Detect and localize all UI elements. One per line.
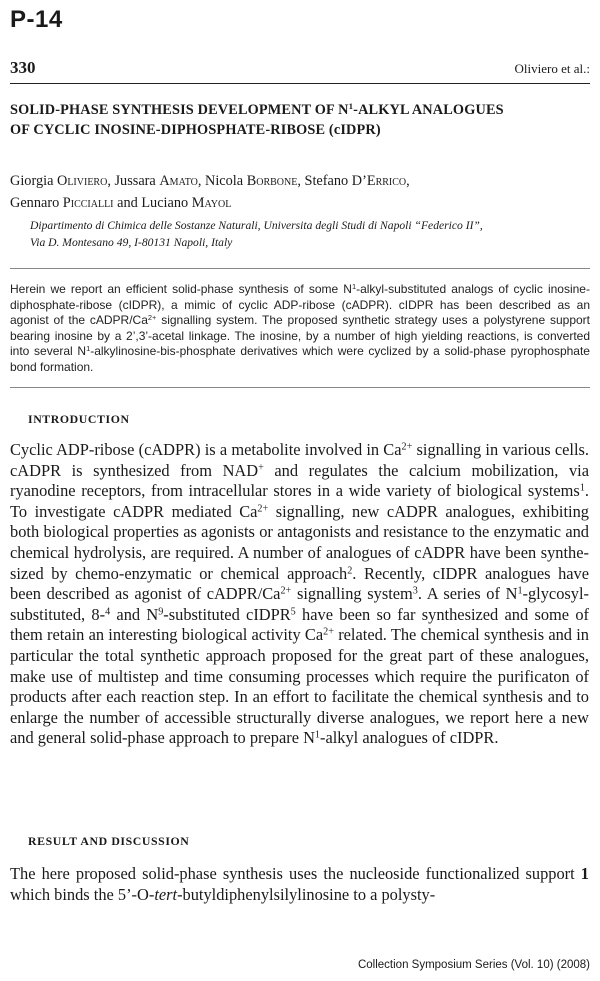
page-number: 330 bbox=[10, 58, 36, 77]
author: Nicola Borbone, bbox=[205, 173, 305, 189]
affiliation: Dipartimento di Chimica delle Sostanze Naturali, Universita degli Studi di Napoli “Federico II”, Via D. Montesano 49, I-80131 Napoli, Italy bbox=[30, 219, 483, 249]
author-list bbox=[10, 170, 590, 214]
header-rule bbox=[10, 83, 590, 84]
section-heading-results: RESULT AND DISCUSSION bbox=[28, 834, 190, 848]
introduction-body: Cyclic ADP-ribose (cADPR) is a metabolite involved in $Ca^{2+}$ signalling in various cells. cADPR is synthesized from NAD+ and regulates the calcium mobilization, via ryanodine receptors, from intracellular stores in a wide variety of biological systems$^1$. To investigate cADPR mediated $Ca^{2+}$ signalling, new cADPR analogues, exhibiting both biological properties as agonists or antagonists and resistance to the enzymatic and chemical hydrolysis, are required. A number of analogues of cADPR have been synthesized by chemo-enzymatic or chemical approach$^2$. Recently, cIDPR analogues have been described as agonist of cADPR/$Ca^{2+}$ signalling system$^3$. A series of $N^1-glycosyl$-substituted, 8-$^4$ and $N^9$-substituted cIDPR$^5$ have been so far synthesized and some of them retain an interesting biological activity $Ca^{2+}$ related. The chemical synthesis and in particular the total synthetic approach proposed for the great part of these analogues, make use of multistep and time consuming processes which require the purificaton of products after each reaction step. In an effort to facilitate the chemical synthesis and to enlarge the number of accessible structurally diverse analogues, we report here a new and general solid-phase approach to prepare $N^1$-alkyl analogues of cIDPR. bbox=[10, 440, 590, 748]
section-heading-introduction: INTRODUCTION bbox=[28, 412, 130, 426]
paper-title: SOLID-PHASE SYNTHESIS DEVELOPMENT OF $N^1$-ALKYL ANALOGUES OF CYCLIC INOSINE-DIPHOSPHATE-RIBOSE (cIDPR) bbox=[10, 101, 504, 138]
abstract-text: Herein we report an efficient solid-phase synthesis of some $N^1-alkyl$-substituted analogs of cyclic inosine-diphosphate-ribose (cIDPR), a mimic of cyclic ADP-ribose (cADPR). cIDPR has been described as an agonist of the cADPR/$Ca^{2+}$ signalling system. The proposed synthetic strategy uses a polystyrene support bearing inosine by a 2’,3’-acetal linkage. The inosine, by a number of high yielding reactions, is converted into several $N^1-alkylinosine-bis$-phosphate derivatives which were cyclized by a solid-phase pyrophosphate bond formation. bbox=[10, 281, 590, 374]
abstract-box bbox=[10, 268, 590, 388]
author: Luciano Mayol bbox=[141, 195, 232, 211]
author: Stefano D’Errico, bbox=[304, 173, 410, 189]
poster-label: P-14 bbox=[10, 6, 63, 33]
results-body: The here proposed solid-phase synthesis uses the nucleoside functionalized support 1 which binds the 5’-O-tert-butyldiphenylsilylinosine to a polysty- bbox=[10, 864, 589, 904]
author: Jussara Amato, bbox=[114, 173, 205, 189]
running-head: Oliviero et al.: bbox=[514, 61, 590, 76]
author: Gennaro Piccialli and bbox=[10, 195, 142, 211]
footer-citation: Collection Symposium Series (Vol. 10) (2008) bbox=[357, 959, 590, 971]
author: Giorgia Oliviero, bbox=[10, 173, 115, 189]
